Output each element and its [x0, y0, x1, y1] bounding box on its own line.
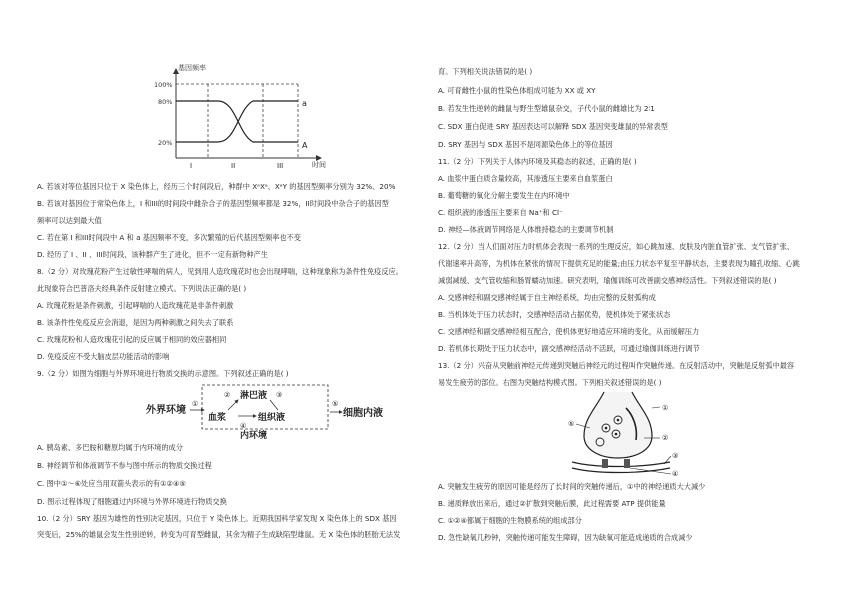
gene-frequency-chart	[118, 62, 378, 177]
q8-stem-2: 此现象符合巴普洛夫经典条件反射建立模式。下列说法正确的是( )	[37, 284, 247, 293]
environment-exchange-diagram	[140, 382, 400, 440]
plasma-label: 血浆	[208, 413, 227, 423]
q12-stem-2: 代谢速率升高等，为机体在紧张的情况下提供充足的能量;由压力状态平复至平静状态，主要表现为瞳孔收缩、心跳	[438, 259, 800, 268]
q9-option-a: A. 胰岛素、多巴胺和糖原均属于内环境的成分	[37, 443, 183, 452]
synapse-num-3: ③	[672, 452, 679, 460]
q10-stem-1: 10.（2 分）SRY 基因为雄性的性别决定基因，只位于 Y 染色体上。近期我国科学家发现 X 染色体上的 SDX 基因	[37, 514, 397, 523]
num-1: ①	[192, 400, 199, 408]
lymph-label: 淋巴液	[240, 391, 268, 401]
num-2: ②	[224, 391, 231, 399]
q8-stem-1: 8.（2 分）对玫瑰花粉产生过敏性哮喘的病人，见到用人造玫瑰花时也会出现哮喘，这种现象称为条件性免疫反应。	[37, 267, 403, 276]
q9-option-c: C. 图中①～⑥处应当用双箭头表示的有①②④⑤	[37, 479, 186, 488]
q10-option-a: A. 可育雌性小鼠的性染色体组成可能为 XX 或 XY	[438, 86, 596, 95]
synapse-num-4: ④	[672, 470, 679, 478]
q12-option-d: D. 若机体长期处于压力状态中，副交感神经活动不活跃，可通过瑜伽训练进行调节	[438, 344, 700, 353]
q10-option-b: B. 若发生性逆转的雌鼠与野生型雄鼠杂交，子代小鼠的雌雄比为 2∶1	[438, 104, 655, 113]
tick-20: 20%	[158, 139, 173, 147]
q12-option-b: B. 当机体处于压力状态时，交感神经活动占据优势，使机体处于紧张状态	[438, 310, 671, 319]
q11-option-d: D. 神经—体液调节网络是人体维持稳态的主要调节机制	[438, 225, 614, 234]
q8-option-d: D. 免疫反应不受大脑皮层功能活动的影响	[37, 352, 170, 361]
q13-option-d: D. 急性缺氧几秒钟，突触传递可能发生障碍，因为缺氧可能造成递质的合成减少	[438, 533, 693, 542]
q13-stem-2: 易发生疲劳的部位。右图为突触结构模式图。下列相关叙述错误的是( )	[438, 378, 662, 387]
q7-option-c: C. 若在第 I 和III时间段中 A 和 a 基因频率不变，多次繁殖的后代基因型频率也不变	[37, 233, 301, 242]
curve-label-a: a	[302, 99, 307, 108]
q7-option-b-cont: 频率可以达到最大值	[37, 216, 102, 225]
tick-100: 100%	[154, 81, 173, 89]
q12-option-c: C. 交感神经和副交感神经相互配合，使机体更好地适应环境的变化，从而缓解压力	[438, 327, 700, 336]
stage-1: I	[190, 162, 193, 170]
q7-option-b: B. 若该对基因位于常染色体上，I 和III的时间段中雌杂合子的基因型频率都是 32%，II时间段中杂合子的基因型	[37, 199, 389, 208]
q11-stem: 11.（2 分）下列关于人体内环境及其稳态的叙述，正确的是( )	[438, 157, 637, 166]
q8-option-a: A. 玫瑰花粉是条件刺激，引起哮喘的人造玫瑰花是非条件刺激	[37, 301, 234, 310]
inner-env-label: 内环境	[240, 431, 268, 440]
q9-option-d: D. 图示过程体现了细胞通过内环境与外界环境进行物质交换	[37, 497, 227, 506]
q10-option-d: D. SRY 基因与 SDX 基因不是同源染色体上的等位基因	[438, 140, 613, 149]
x-axis-label: 时间	[312, 161, 326, 169]
q12-stem-1: 12.（2 分）当人们面对压力时机体会表现一系列的生理反应，如心跳加速、皮肤及内脏血管扩张、支气管扩张、	[438, 242, 795, 251]
stage-2: II	[231, 162, 236, 170]
q12-option-a: A. 交感神经和副交感神经属于自主神经系统，均由完整的反射弧构成	[438, 293, 656, 302]
q11-option-b: B. 葡萄糖的氧化分解主要发生在内环境中	[438, 191, 570, 200]
q7-option-a: A. 若该对等位基因只位于 X 染色体上，经历三个时间段后，种群中 XᵃXᵃ、XᵃY 的基因型频率分别为 32%、20%	[37, 182, 396, 191]
q11-option-a: A. 血浆中蛋白质含量较高，其渗透压主要来自血浆蛋白	[438, 174, 613, 183]
q10-stem-cont: 育。下列相关说法错误的是( )	[438, 67, 533, 76]
stage-3: III	[277, 162, 284, 170]
q10-option-c: C. SDX 蛋白促进 SRY 基因表达可以解释 SDX 基因突变雄鼠的异常表型	[438, 122, 668, 131]
q8-option-b: B. 该条件性免疫反应会消退，是因为两种刺激之间失去了联系	[37, 318, 234, 327]
q13-option-b: B. 递质释放出来后，通过②扩散到突触后膜，此过程需要 ATP 提供能量	[438, 499, 666, 508]
synapse-num-2: ②	[662, 434, 669, 442]
q10-stem-2: 突变后，25%的雄鼠会发生性别逆转，转变为可育型雌鼠，其余为精子生成缺陷型雄鼠。无 X 染色体的胚胎无法发	[37, 530, 401, 539]
num-3: ③	[276, 391, 283, 399]
q8-option-c: C. 玫瑰花粉和人造玫瑰花引起的反应属于相同的效应器相同	[37, 335, 227, 344]
q12-stem-3: 减弱减缓、支气管收缩和肠胃蠕动加速。研究表明，瑜伽训练可改善副交感神经活性。下列叙述错误的是( )	[438, 276, 777, 285]
synapse-diagram	[566, 388, 686, 478]
curve-label-A: A	[302, 141, 308, 150]
q7-option-d: D. 经历了 I 、II 、III时间段，该种群产生了进化，但不一定有新物种产生	[37, 250, 268, 259]
y-axis-label: 基因频率	[178, 64, 206, 72]
tissue-label: 组织液	[258, 413, 286, 423]
q11-option-c: C. 组织液的渗透压主要来自 Na⁺和 Cl⁻	[438, 208, 563, 217]
q13-stem-1: 13.（2 分）兴奋从突触前神经元传递到突触后神经元的过程叫作突触传递。在反射活动中，突触是反射弧中最容	[438, 361, 795, 370]
cell-fluid-label: 细胞内液	[343, 408, 383, 419]
q13-option-a: A. 突触发生疲劳的原因可能是经历了长时间的突触传递后，①中的神经递质大大减少	[438, 482, 706, 491]
tick-80: 80%	[158, 98, 173, 106]
outside-env-label: 外界环境	[146, 405, 186, 416]
synapse-num-1: ①	[662, 404, 669, 412]
right-column	[430, 0, 860, 608]
synapse-num-5: ⑤	[568, 420, 575, 428]
num-5: ⑤	[332, 400, 339, 408]
q13-option-c: C. ①②④都属于细胞的生物膜系统的组成部分	[438, 516, 582, 525]
num-4: ④	[240, 422, 247, 430]
q9-stem: 9.（2 分）如图为细胞与外界环境进行物质交换的示意图。下列叙述正确的是( )	[37, 369, 289, 378]
q9-option-b: B. 神经调节和体液调节不参与图中所示的物质交换过程	[37, 461, 212, 470]
